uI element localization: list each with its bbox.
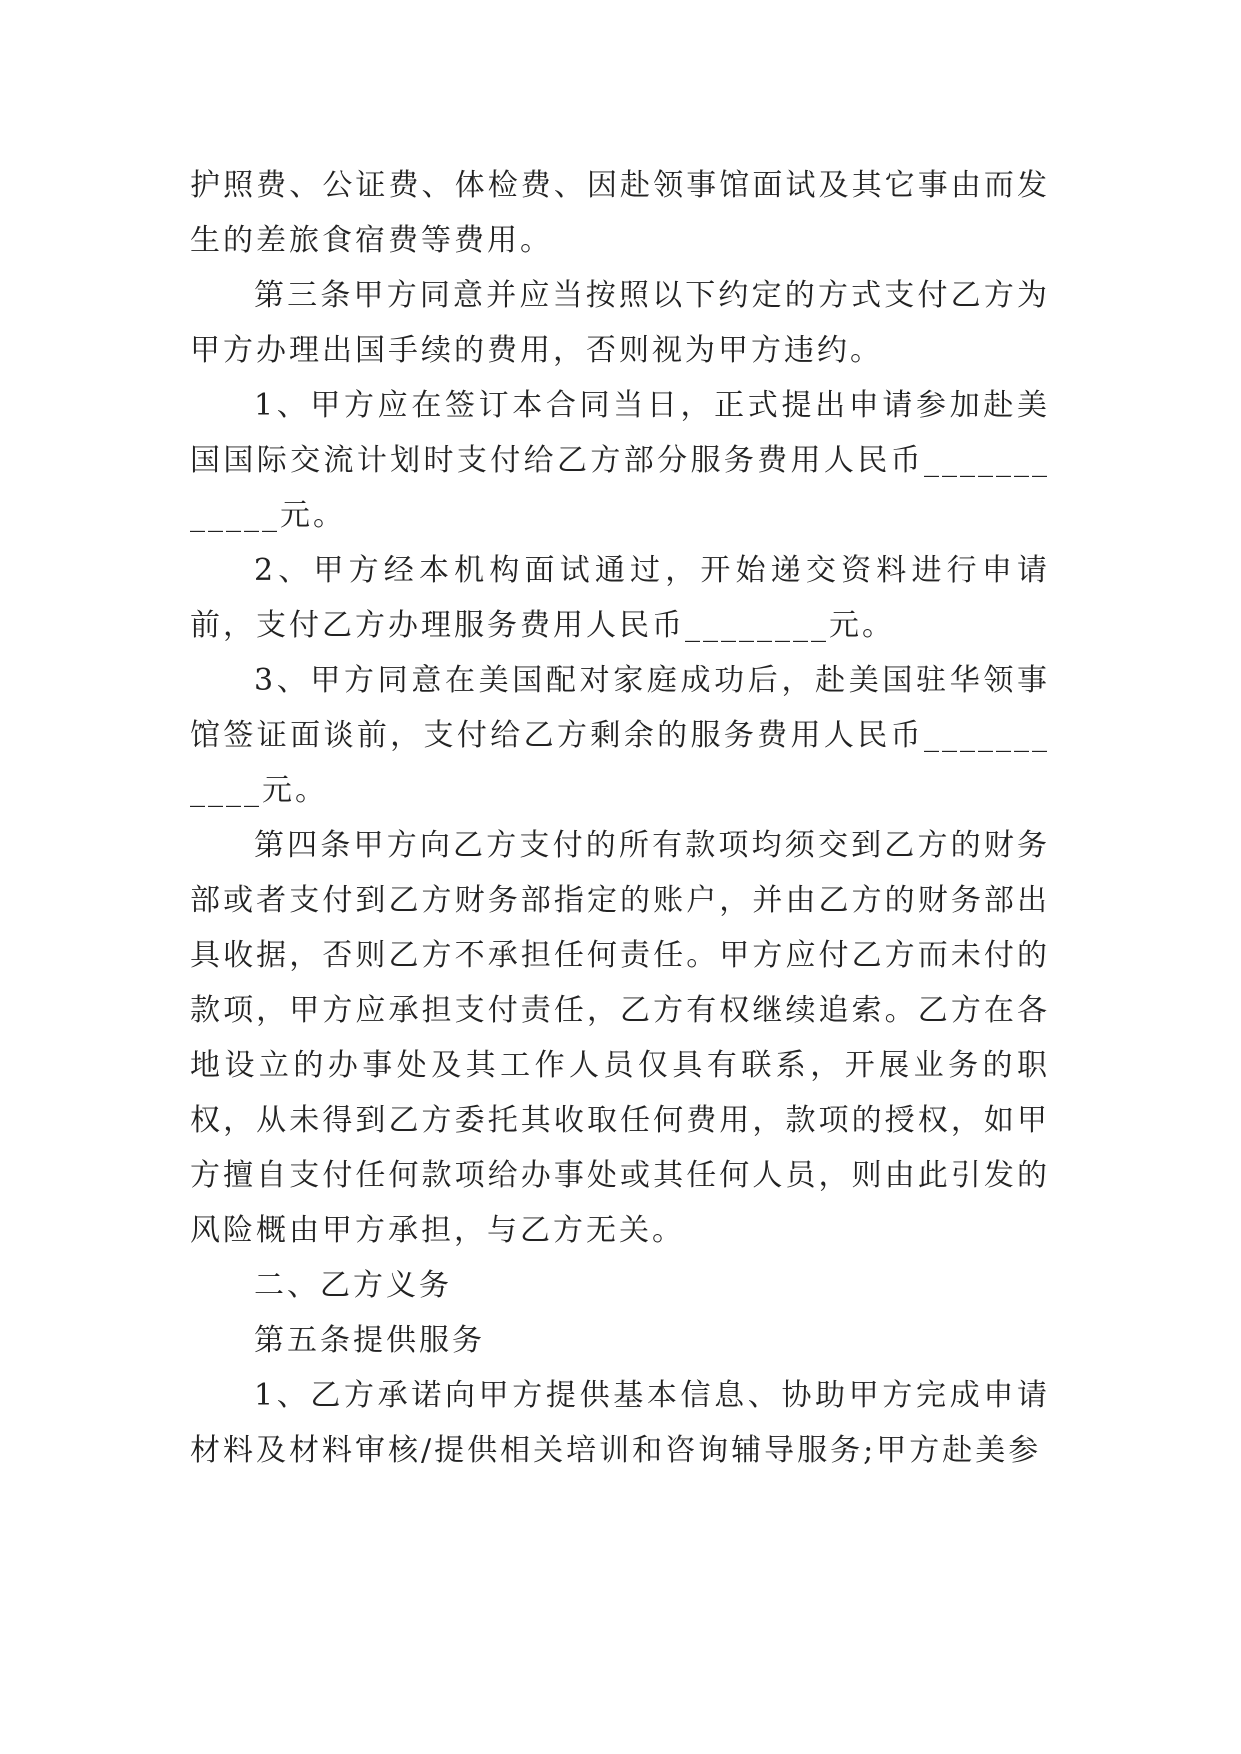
paragraph-fees-continued: 护照费、公证费、体检费、因赴领事馆面试及其它事由而发生的差旅食宿费等费用。	[190, 168, 1050, 258]
section-heading-party-b-obligations: 二、乙方义务	[254, 1268, 452, 1303]
paragraph-article-4: 第四条甲方向乙方支付的所有款项均须交到乙方的财务部或者支付到乙方财务部指定的账户，并由乙方的财务部出具收据，否则乙方不承担任何责任。甲方应付乙方而未付的款项，甲方应承担支付责任，乙方有权继续追索。乙方在各地设立的办事处及其工作人员仅具有联系，开展业务的职权，从未得到乙方委托其收取任何费用，款项的授权，如甲方擅自支付任何款项给办事处或其任何人员，则由此引发的风险概由甲方承担，与乙方无关。	[190, 828, 1050, 1248]
document-page	[190, 158, 1050, 1478]
paragraph-payment-3: 3、甲方同意在美国配对家庭成功后，赴美国驻华领事馆签证面谈前，支付给乙方剩余的服务费用人民币___________元。	[190, 663, 1050, 808]
paragraph-service-1: 1、乙方承诺向甲方提供基本信息、协助甲方完成申请材料及材料审核/提供相关培训和咨询辅导服务;甲方赴美参	[190, 1378, 1050, 1468]
paragraph-article-5-title: 第五条提供服务	[254, 1323, 485, 1358]
paragraph-article-3: 第三条甲方同意并应当按照以下约定的方式支付乙方为甲方办理出国手续的费用，否则视为甲方违约。	[190, 278, 1050, 368]
paragraph-payment-1: 1、甲方应在签订本合同当日，正式提出申请参加赴美国国际交流计划时支付给乙方部分服务费用人民币____________元。	[190, 388, 1050, 533]
paragraph-payment-2: 2、甲方经本机构面试通过，开始递交资料进行申请前，支付乙方办理服务费用人民币________元。	[190, 553, 1050, 643]
